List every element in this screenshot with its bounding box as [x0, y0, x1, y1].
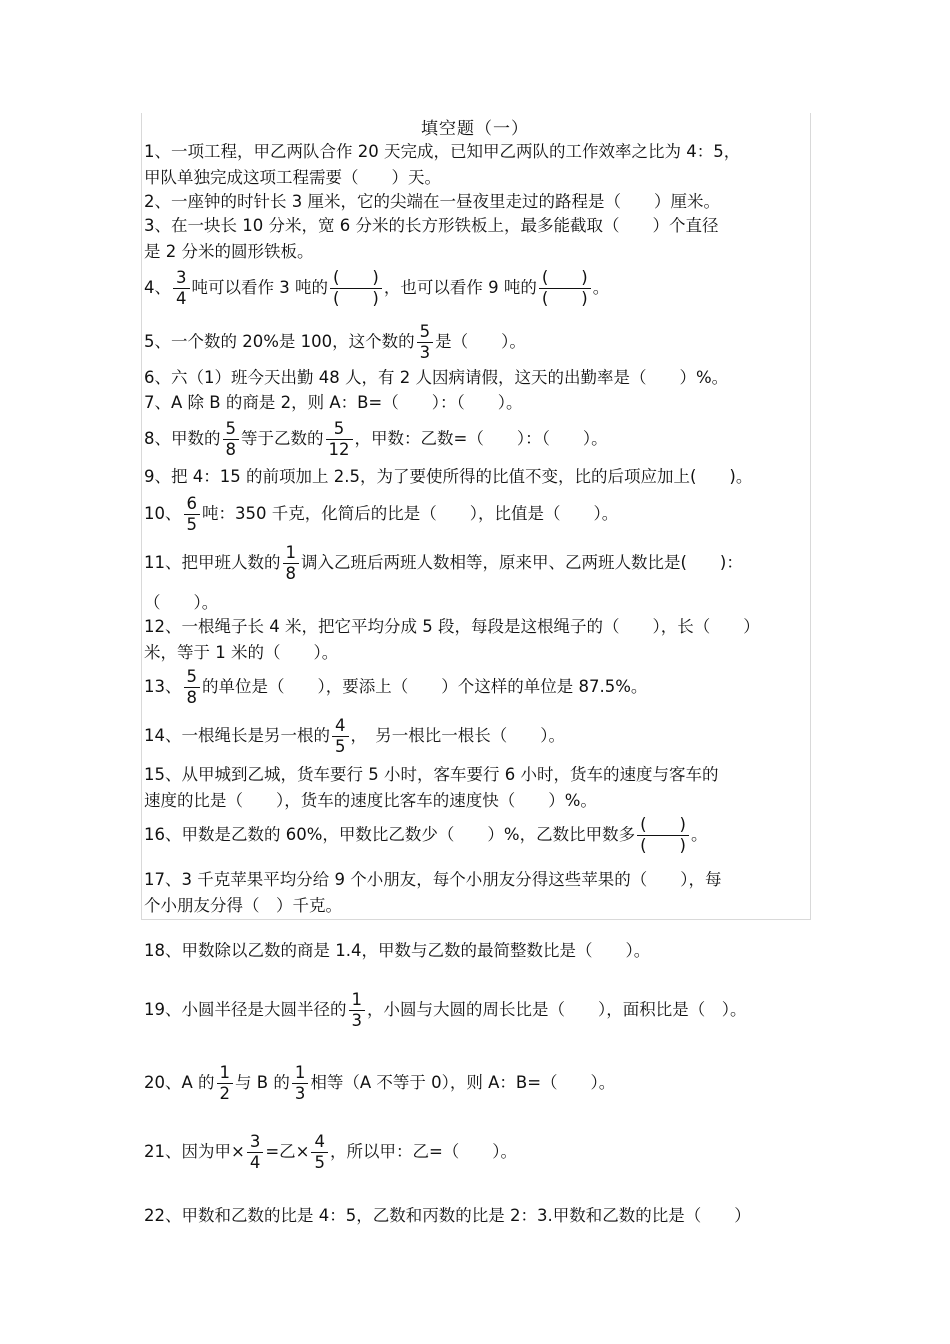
question-14: 14、一根绳长是另一根的 $\frac{4}{5}$ ， 另一根比一根长（ ）。 [144, 716, 565, 756]
fraction: $\frac{4}{5}$ [311, 1132, 328, 1173]
question-12: 12、一根绳子长 4 米，把它平均分成 5 段，每段是这根绳子的（ ），长（ ） 米，等于 1 米的（ ）。 [144, 617, 760, 662]
question-7: 7、A 除 B 的商是 2，则 A：B=（ ）：（ ）。 [144, 393, 523, 412]
blank-fraction: $\frac{( )}{( )}$ [539, 268, 591, 309]
question-11: 11、把甲班人数的 $\frac{1}{8}$ 调入乙班后两班人数相等，原来甲、乙两班人数比是( )： [144, 543, 743, 583]
fraction: $\frac{1}{3}$ [349, 990, 366, 1031]
question-4: 4、 $\frac{3}{4}$ 吨可以看作 3 吨的 $\frac{( )}{( )}$ ，也可以看作 9 吨的 $\frac{( )}{( )}$ 。 [144, 268, 610, 308]
question-5: 5、一个数的 20%是 100，这个数的 $\frac{5}{3}$ 是（ ）。 [144, 322, 526, 362]
question-6: 6、六（1）班今天出勤 48 人，有 2 人因病请假，这天的出勤率是（ ）%。 [144, 368, 729, 387]
question-18: 18、甲数除以乙数的商是 1.4，甲数与乙数的最简整数比是（ ）。 [144, 941, 651, 960]
fraction: $\frac{3}{4}$ [247, 1132, 264, 1173]
question-20: 20、A 的 $\frac{1}{2}$ 与 B 的 $\frac{1}{3}$ 相等（A 不等于 0），则 A：B=（ ）。 [144, 1063, 616, 1103]
fraction: $\frac{5}{3}$ [417, 322, 434, 363]
question-16: 16、甲数是乙数的 60%，甲数比乙数少（ ）%，乙数比甲数多 $\frac{( )}{( )}$ 。 [144, 815, 708, 855]
question-10: 10、 $\frac{6}{5}$ 吨：350 千克，化简后的比是（ ），比值是（ ）。 [144, 494, 619, 534]
blank-fraction: $\frac{( )}{( )}$ [637, 815, 689, 856]
question-13: 13、 $\frac{5}{8}$ 的单位是（ ），要添上（ ）个这样的单位是 87.5%。 [144, 667, 648, 707]
question-19: 19、小圆半径是大圆半径的 $\frac{1}{3}$ ，小圆与大圆的周长比是（ ），面积比是（ ）。 [144, 990, 747, 1030]
question-22: 22、甲数和乙数的比是 4：5，乙数和丙数的比是 2：3.甲数和乙数的比是（ ） [144, 1206, 751, 1225]
page-title: 填空题（一） [421, 119, 529, 139]
question-15: 15、从甲城到乙城，货车要行 5 小时，客车要行 6 小时，货车的速度与客车的 速度的比是（ ），货车的速度比客车的速度快（ ）%。 [144, 765, 719, 810]
question-3: 3、在一块长 10 分米，宽 6 分米的长方形铁板上，最多能截取（ ）个直径 是 2 分米的圆形铁板。 [144, 216, 719, 261]
fraction: $\frac{6}{5}$ [184, 494, 201, 535]
question-2: 2、一座钟的时针长 3 厘米，它的尖端在一昼夜里走过的路程是（ ）厘米。 [144, 192, 720, 211]
fraction: $\frac{1}{2}$ [217, 1063, 234, 1104]
fraction: $\frac{4}{5}$ [332, 716, 349, 757]
fraction: $\frac{1}{8}$ [283, 543, 300, 584]
fraction: $\frac{1}{3}$ [292, 1063, 309, 1104]
fraction: $\frac{3}{4}$ [173, 268, 190, 309]
fraction: $\frac{5}{8}$ [223, 419, 240, 460]
fraction: $\frac{5}{12}$ [326, 419, 353, 460]
question-21: 21、因为甲× $\frac{3}{4}$ =乙× $\frac{4}{5}$ ，所以甲：乙=（ ）。 [144, 1132, 518, 1172]
question-8: 8、甲数的 $\frac{5}{8}$ 等于乙数的 $\frac{5}{12}$ ，甲数：乙数=（ ）：（ ）。 [144, 419, 608, 459]
question-1: 1、一项工程，甲乙两队合作 20 天完成，已知甲乙两队的工作效率之比为 4：5， 甲队单独完成这项工程需要（ ）天。 [144, 142, 741, 187]
question-17: 17、3 千克苹果平均分给 9 个小朋友，每个小朋友分得这些苹果的（ ），每 个小朋友分得（ ）千克。 [144, 870, 722, 915]
fraction: $\frac{5}{8}$ [184, 667, 201, 708]
blank-fraction: $\frac{( )}{( )}$ [330, 268, 382, 309]
question-11-line-2: （ ）。 [144, 593, 219, 612]
question-9: 9、把 4：15 的前项加上 2.5，为了要使所得的比值不变，比的后项应加上( )。 [144, 467, 753, 486]
